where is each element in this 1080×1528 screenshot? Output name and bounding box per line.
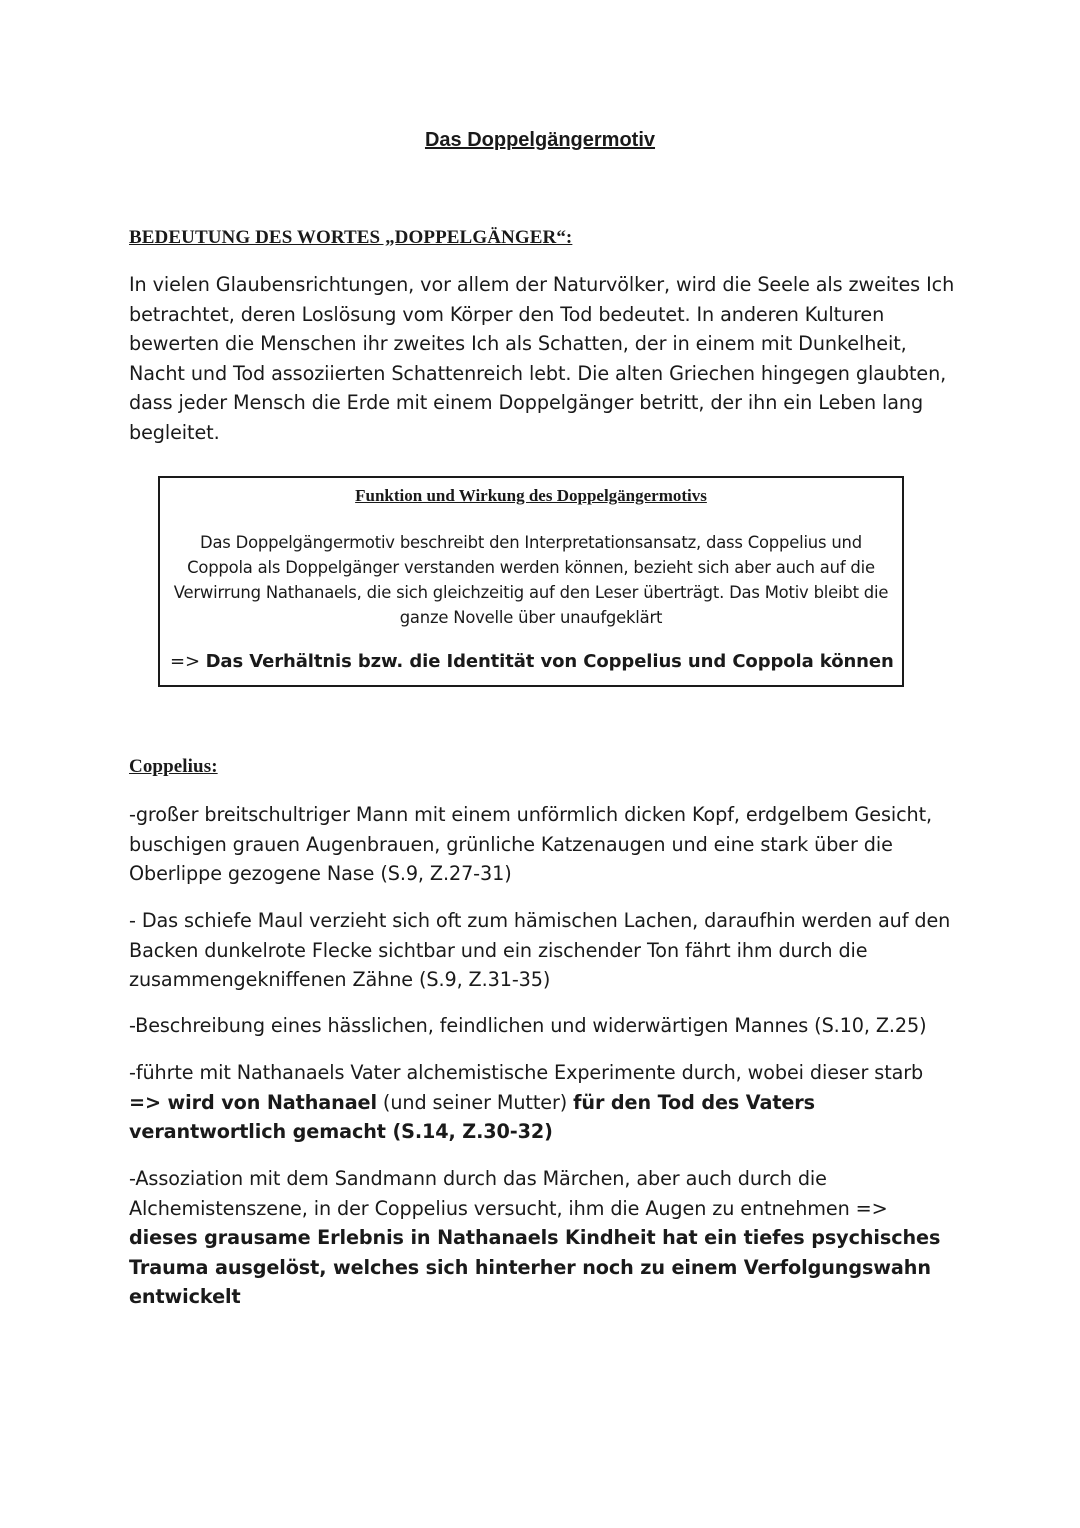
function-box-title: Funktion und Wirkung des Doppelgängermotivs: [355, 486, 707, 505]
conclusion-arrow: =>: [170, 651, 200, 672]
sandman-text: -Assoziation mit dem Sandmann durch das Märchen, aber auch durch die Alchemistenszene, in der Coppelius versucht, ihm die Augen zu entnehmen =>: [129, 1167, 888, 1220]
coppelius-item-appearance: -großer breitschultriger Mann mit einem unförmlich dicken Kopf, erdgelbem Gesicht, buschigen grauen Augenbrauen, grünliche Katzenaugen und eine stark über die Oberlippe gezogene Nase (S.9, Z.27-31): [129, 803, 933, 885]
conclusion-text: Das Verhältnis bzw. die Identität von Coppelius und Coppola können: [205, 651, 894, 672]
coppelius-item-experiments: [129, 1058, 959, 1147]
coppelius-item-sandman: [129, 1164, 959, 1312]
function-box-conclusion: [170, 650, 896, 674]
function-box-text: Das Doppelgängermotiv beschreibt den Interpretationsansatz, dass Coppelius und Coppola als Doppelgänger verstanden werden können, bezieht sich aber auch auf die Verwirrung Nathanaels, die sich gleichzeitig auf den Leser überträgt. Das Motiv bleibt die ganze Novelle über unaufgeklärt: [173, 533, 889, 627]
experiments-text: -führte mit Nathanaels Vater alchemistische Experimente durch, wobei dieser starb: [129, 1061, 924, 1084]
function-box: [158, 476, 904, 687]
experiments-text-2: (und seiner Mutter): [376, 1090, 574, 1114]
coppelius-item-laugh: - Das schiefe Maul verzieht sich oft zum hämischen Lachen, daraufhin werden auf den Backen dunkelrote Flecke sichtbar und ein zischender Ton fährt ihm durch die zusammengekniffenen Zähne (S.9, Z.31-35): [129, 909, 951, 991]
experiments-bold-2: für den Tod des Vaters verantwortlich gemacht (S.14, Z.30-32): [129, 1090, 815, 1143]
coppelius-item-description: -Beschreibung eines hässlichen, feindlichen und widerwärtigen Mannes (S.10, Z.25): [129, 1014, 927, 1037]
section-heading-meaning: BEDEUTUNG DES WORTES „DOPPELGÄNGER“:: [129, 227, 573, 248]
page-title: Das Doppelgängermotiv: [424, 129, 656, 151]
section-heading-coppelius: Coppelius:: [129, 756, 218, 777]
meaning-paragraph: In vielen Glaubensrichtungen, vor allem der Naturvölker, wird die Seele als zweites Ich betrachtet, deren Loslösung vom Körper den Tod bedeutet. In anderen Kulturen bewerten die Menschen ihr zweites Ich als Schatten, der in einem mit Dunkelheit, Nacht und Tod assoziierten Schattenreich lebt. Die alten Griechen hingegen glaubten, dass jeder Mensch die Erde mit einem Doppelgänger betritt, der ihn ein Leben lang begleitet.: [129, 273, 955, 444]
sandman-bold: dieses grausame Erlebnis in Nathanaels Kindheit hat ein tiefes psychisches Trauma ausgelöst, welches sich hinterher noch zu einem Verfolgungswahn entwickelt: [129, 1226, 941, 1308]
experiments-bold-1: => wird von Nathanael: [129, 1090, 377, 1114]
